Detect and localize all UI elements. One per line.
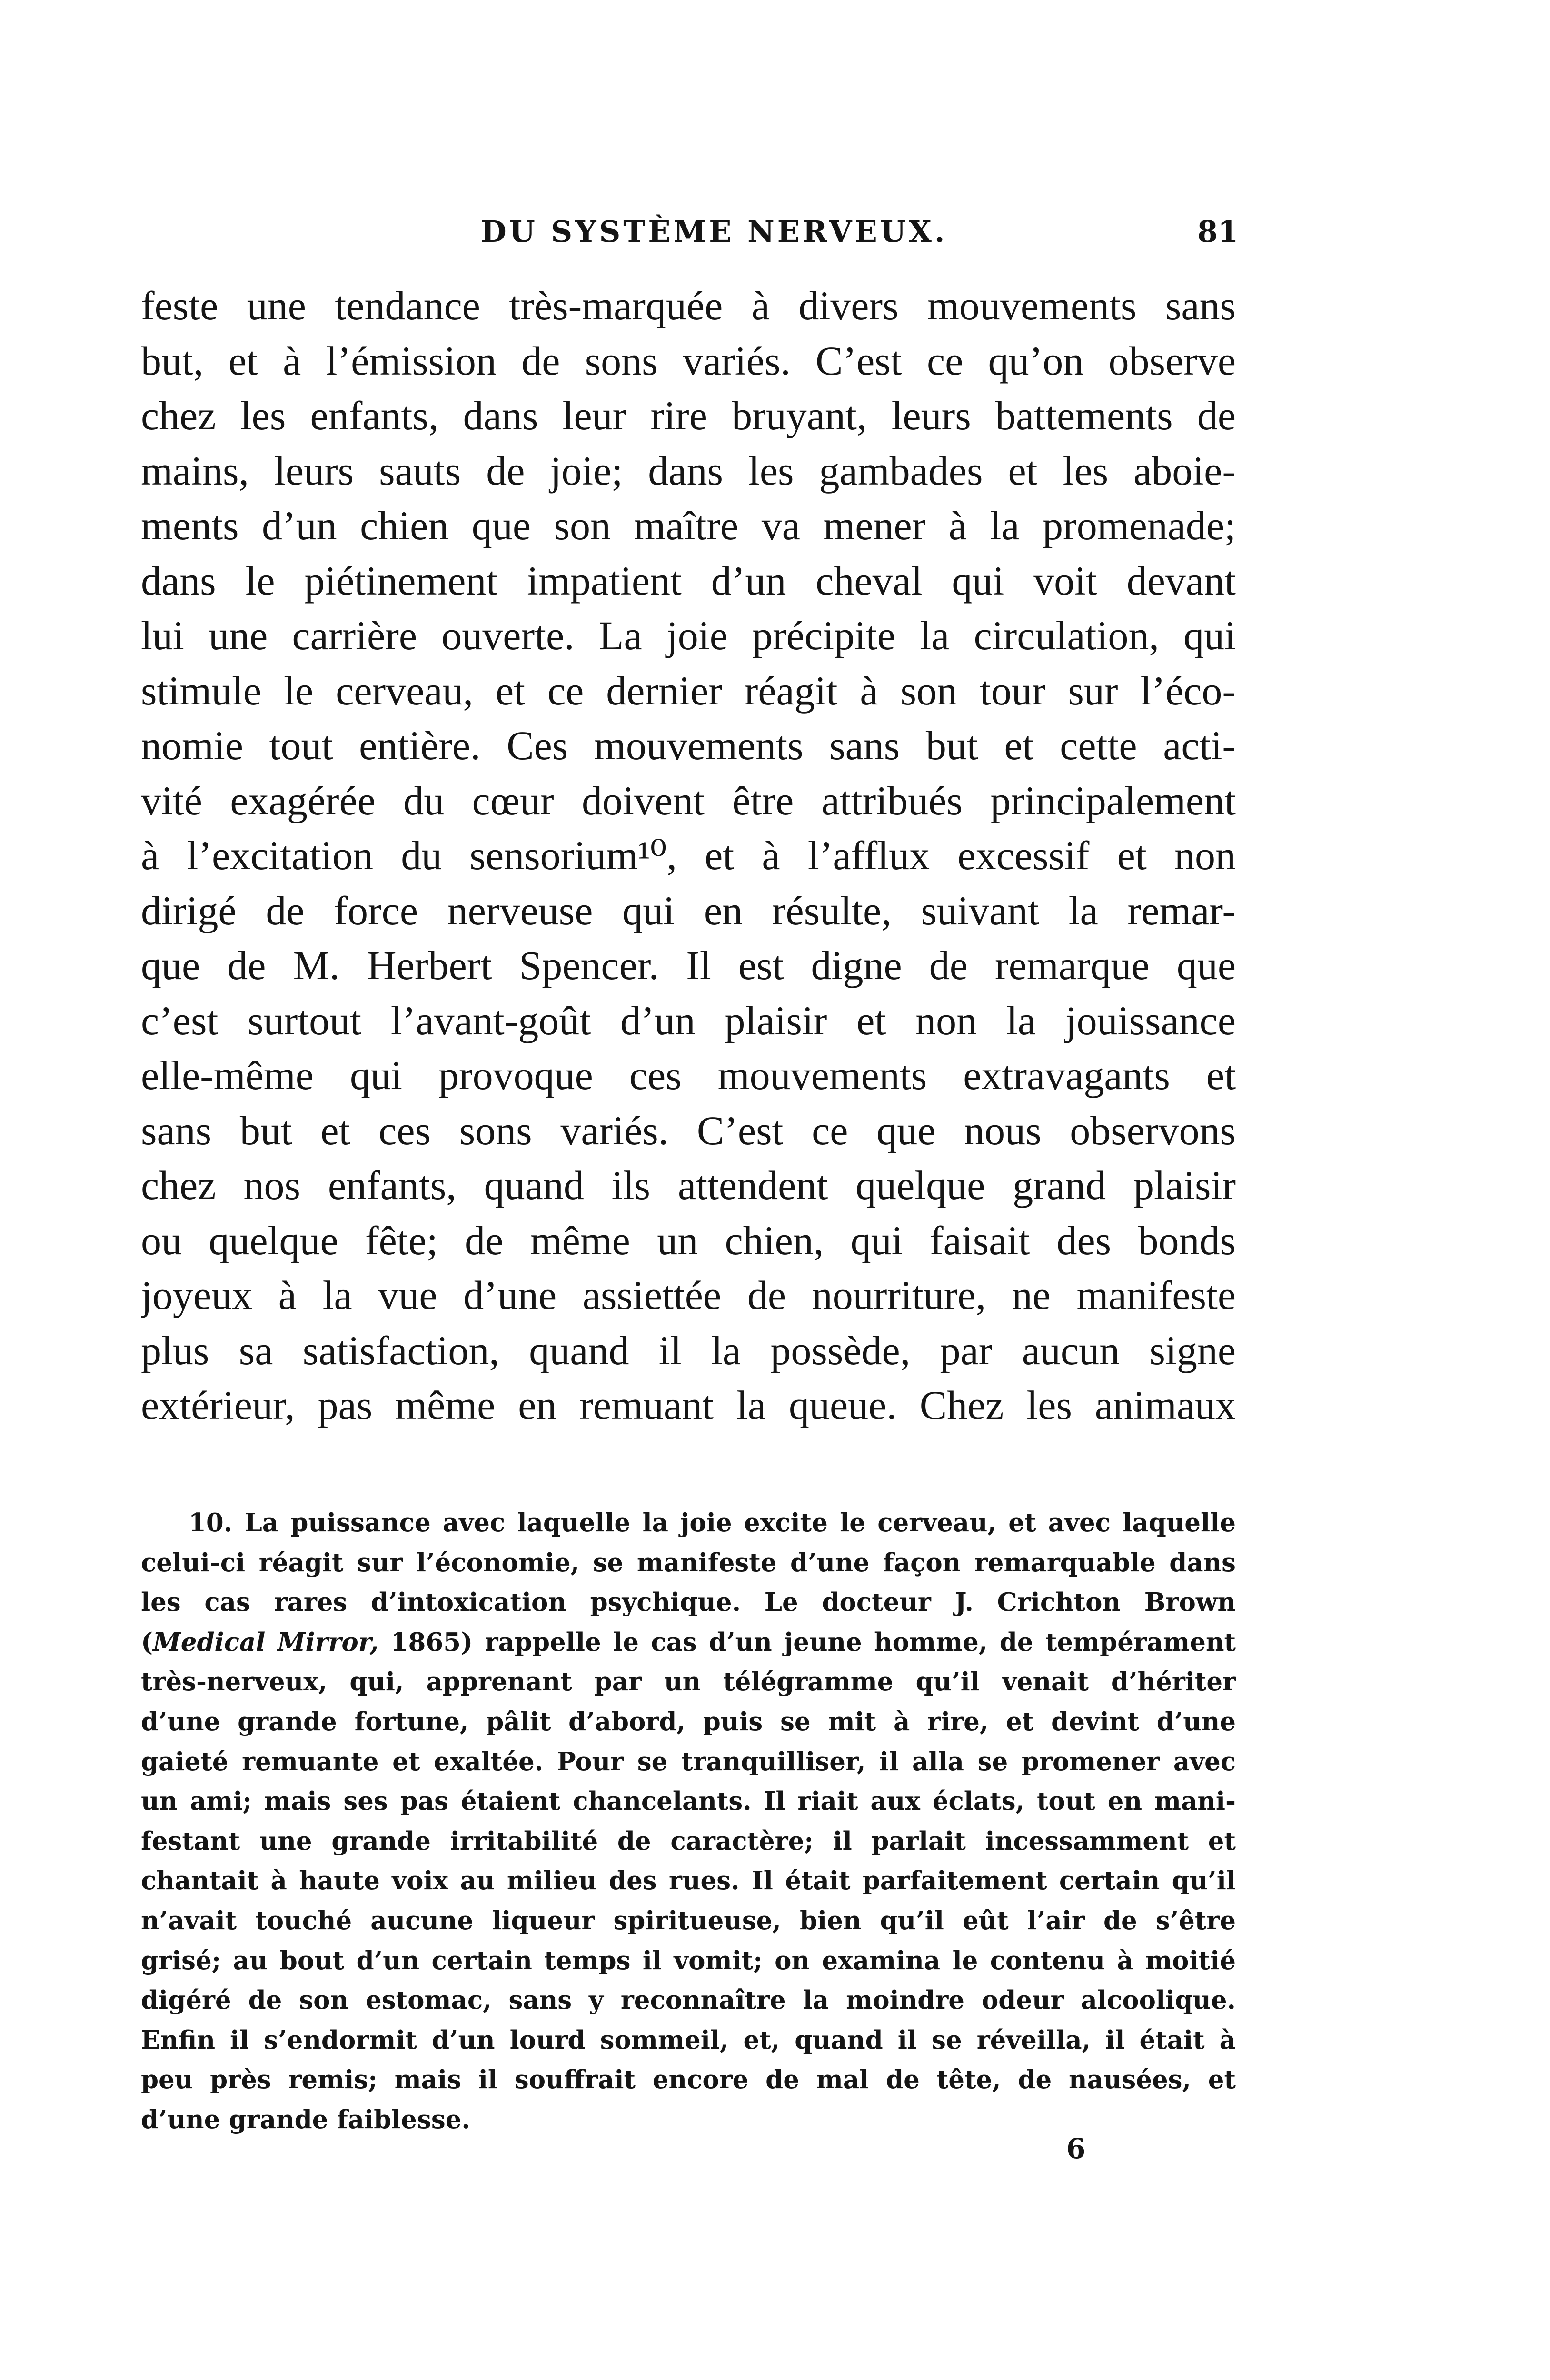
- footnote-line: d’une grande faiblesse.: [141, 2104, 470, 2134]
- journal-title: Medical Mirror,: [153, 1627, 379, 1657]
- footnote-line: les cas rares d’intoxication psychique. Le docteur J. Crichton Brown: [141, 1587, 1236, 1617]
- footnote-line: Enfin il s’endormit d’un lourd sommeil, et, quand il se réveilla, il était à: [141, 2025, 1236, 2055]
- footnote-line: très-nerveux, qui, apprenant par un télégramme qu’il venait d’hériter: [141, 1667, 1236, 1697]
- footnote-line: festant une grande irritabilité de caractère; il parlait incessamment et: [141, 1826, 1236, 1856]
- footnote-line: gaieté remuante et exaltée. Pour se tranquilliser, il alla se promener avec: [141, 1746, 1236, 1776]
- footnote-line: grisé; au bout d’un certain temps il vomit; on examina le contenu à moitié: [141, 1945, 1236, 1975]
- footnote-line-rest: 1865) rappelle le cas d’un jeune homme, de tempérament: [378, 1627, 1236, 1657]
- footnote-line: celui-ci réagit sur l’économie, se manifeste d’une façon remarquable dans: [141, 1547, 1236, 1577]
- footnote-line: digéré de son estomac, sans y reconnaître la moindre odeur alcoolique.: [141, 1985, 1236, 2015]
- signature-mark: 6: [1066, 2132, 1086, 2165]
- footnote-line: peu près remis; mais il souffrait encore de mal de tête, de nausées, et: [141, 2065, 1236, 2095]
- footnote-line: 10. La puissance avec laquelle la joie excite le cerveau, et avec laquelle: [189, 1508, 1236, 1537]
- text-line: mains, leurs sauts de joie; dans les gambades et les aboie-: [141, 447, 1236, 494]
- text-line: lui une carrière ouverte. La joie précipite la circulation, qui: [141, 613, 1236, 658]
- text-line: feste une tendance très-marquée à divers mouvements sans: [141, 283, 1236, 328]
- text-line: but, et à l’émission de sons variés. C’est ce qu’on observe: [141, 337, 1236, 384]
- footnote-line: n’avait touché aucune liqueur spiritueuse, bien qu’il eût l’air de s’être: [141, 1905, 1236, 1935]
- text-line: nomie tout entière. Ces mouvements sans but et cette acti-: [141, 723, 1236, 768]
- text-line: plus sa satisfaction, quand il la possède, par aucun signe: [141, 1327, 1236, 1373]
- main-text: [141, 278, 1236, 1433]
- text-line: joyeux à la vue d’une assiettée de nourriture, ne manifeste: [141, 1272, 1236, 1318]
- text-line: à l’excitation du sensorium¹⁰, et à l’afflux excessif et non: [141, 833, 1236, 878]
- open-parenthesis: (: [141, 1627, 153, 1657]
- footnote-line: d’une grande fortune, pâlit d’abord, puis se mit à rire, et devint d’une: [141, 1706, 1236, 1736]
- text-line: chez les enfants, dans leur rire bruyant, leurs battements de: [141, 393, 1236, 438]
- text-line: que de M. Herbert Spencer. Il est digne de remarque que: [141, 942, 1236, 988]
- footnote-10: [141, 1503, 1236, 2140]
- text-line: vité exagérée du cœur doivent être attribués principalement: [141, 777, 1236, 823]
- text-line: c’est surtout l’avant-goût d’un plaisir et non la jouissance: [141, 997, 1236, 1043]
- text-line: dirigé de force nerveuse qui en résulte, suivant la remar-: [141, 887, 1236, 933]
- text-line: dans le piétinement impatient d’un cheval qui voit devant: [141, 557, 1236, 604]
- text-line: ments d’un chien que son maître va mener à la promenade;: [141, 503, 1236, 548]
- text-line: chez nos enfants, quand ils attendent quelque grand plaisir: [141, 1162, 1236, 1208]
- text-line: elle-même qui provoque ces mouvements extravagants et: [141, 1052, 1236, 1098]
- text-line: sans but et ces sons variés. C’est ce que nous observons: [141, 1107, 1236, 1153]
- text-line: ou quelque fête; de même un chien, qui faisait des bonds: [141, 1217, 1236, 1263]
- page-number: 81: [1197, 214, 1239, 249]
- text-line: extérieur, pas même en remuant la queue. Chez les animaux: [141, 1382, 1236, 1428]
- footnote-line: un ami; mais ses pas étaient chancelants. Il riait aux éclats, tout en mani-: [141, 1786, 1236, 1816]
- running-title: DU SYSTÈME NERVEUX.: [481, 214, 948, 249]
- footnote-line: chantait à haute voix au milieu des rues. Il était parfaitement certain qu’il: [141, 1866, 1236, 1896]
- text-line: stimule le cerveau, et ce dernier réagit à son tour sur l’éco-: [141, 667, 1236, 714]
- footnote-line: [141, 1623, 1236, 1663]
